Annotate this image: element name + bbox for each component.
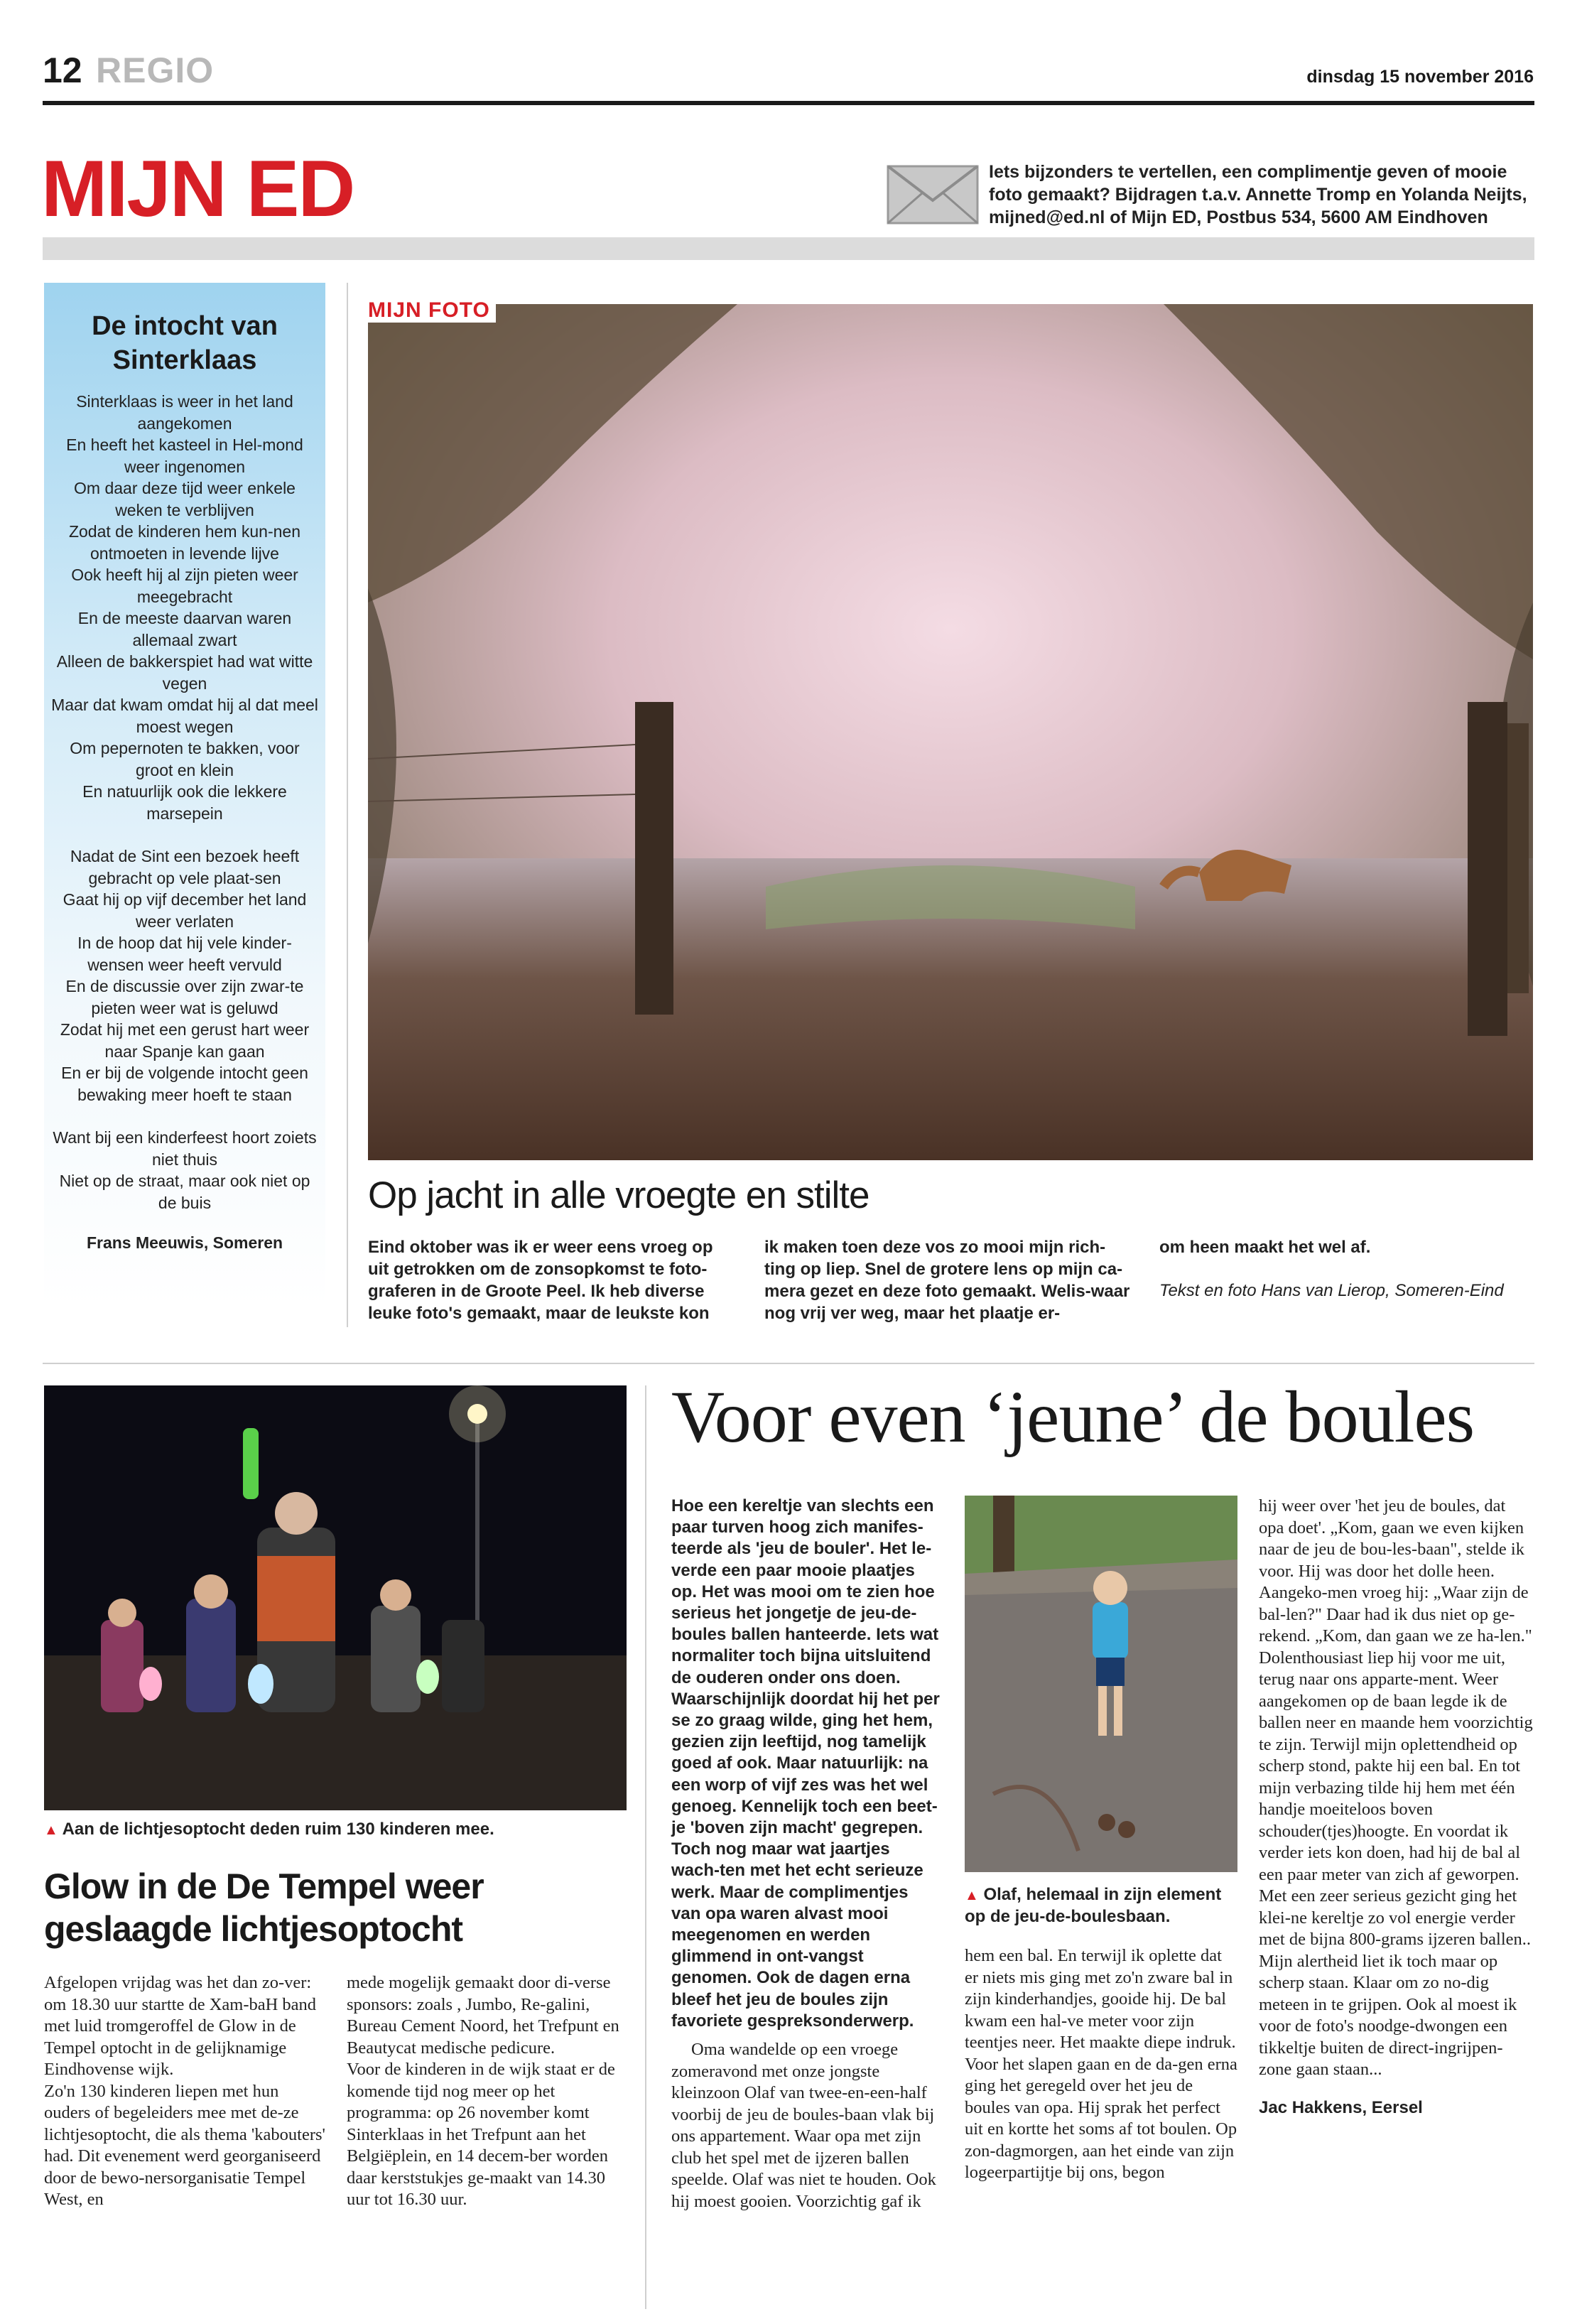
section-name: REGIO <box>96 50 215 90</box>
boules-author: Jac Hakkens, Eersel <box>1259 2097 1423 2117</box>
header-bar <box>43 237 1534 260</box>
poem-author: Frans Meeuwis, Someren <box>86 1233 283 1252</box>
contact-info: Iets bijzonders te vertellen, een complimentje geven of mooie foto gemaakt? Bijdragen t.a.v. Annette Tromp en Yolanda Neijts, mijned@ed.nl of Mijn ED, Postbus 534, 5600 AM Eindhoven <box>989 162 1527 227</box>
photo-text-end: om heen maakt het wel af. <box>1159 1238 1371 1257</box>
boules-text-col2: hem een bal. En terwijl ik oplette dat er niets mis ging met zo'n zware bal in zijn kinderhandjes, gooide hij. De bal kwam een hal-ve meter voor zijn teentjes neer. Het maakte diepe indruk. Voor het slapen gaan en de da-gen erna ging het geregeld over het jeu de boules van opa. Hij sprak het perfect uit en kortte het soms af tot boulen. Op zon-dagmorgen, aan het einde van zijn logeerpartijtje bij ons, begon <box>965 1946 1237 2182</box>
boules-photo <box>965 1496 1237 1872</box>
boules-caption <box>965 1884 1237 1928</box>
photo-section-label: MIJN FOTO <box>368 298 496 323</box>
poem-body <box>50 391 320 1254</box>
fox-photo <box>368 304 1533 1160</box>
parade-caption <box>44 1819 627 1841</box>
photo-text-col1: Eind oktober was ik er weer eens vroeg op uit getrokken om de zonsopkomst te foto-graferen in de Groote Peel. Ik heb diverse leuke foto's gemaakt, maar de leukste kon <box>368 1238 713 1323</box>
boules-caption-text: Olaf, helemaal in zijn element op de jeu-de-boulesbaan. <box>965 1885 1222 1926</box>
poem-stanza: Want bij een kinderfeest hoort zoiets niet thuis Niet op de straat, maar ook niet op de buis <box>53 1128 317 1212</box>
boules-intro: Hoe een kereltje van slechts een paar turven hoog zich manifes-teerde als 'jeu de bouler'. Het le-verde een paar mooie plaatjes op. Het was mooi om te zien hoe serieus het jongetje de jeu-de-boules ballen hanteerde. Iets wat normaliter toch bijna uitsluitend de ouderen onder ons doen. Waarschijnlijk doordat hij het per se zo graag wilde, ging het hem, gezien zijn leeftijd, nog tamelijk goed af ook. Maar natuurlijk: na een worp of vijf zes was het wel genoeg. Kennelijk toch een beet-je 'boven zijn macht' gegrepen. Toch nog maar wat jaartjes wach-ten met het echt serieuze werk. Maar de complimentjes van opa waren alvast mooi meegenomen en werden glimmend in ont-vangst genomen. Ook de dagen erna bleef het jeu de boules zijn favoriete gespreksonderwerp. <box>671 1496 940 2031</box>
photo-text-col2: ik maken toen deze vos zo mooi mijn rich-ting op liep. Snel de grotere lens op mijn ca-mera gezet en deze foto gemaakt. Welis-waar nog vrij ver weg, maar het plaatje er- <box>764 1238 1130 1323</box>
page-number: 12 <box>43 50 82 90</box>
caption-triangle-icon: ▲ <box>965 1888 979 1903</box>
photo-text-col3 <box>1159 1236 1529 1302</box>
column-divider <box>347 283 348 1327</box>
header-rule <box>43 101 1534 105</box>
envelope-icon <box>887 165 979 225</box>
parade-caption-text: Aan de lichtjesoptocht deden ruim 130 kinderen mee. <box>62 1820 494 1839</box>
glow-headline: Glow in de De Tempel weer geslaagde lichtjesoptocht <box>44 1866 484 1949</box>
poem-title: De intocht van Sinterklaas <box>92 311 278 375</box>
photo-credit: Tekst en foto Hans van Lierop, Someren-Eind <box>1159 1281 1504 1300</box>
boules-text-col1: Oma wandelde op een vroege zomeravond met onze jongste kleinzoon Olaf van twee-en-een-half voorbij de jeu de boules-baan vlak bij ons appartement. Waar opa met zijn club het spel met de ijzeren ballen speelde. Olaf was niet te houden. Ook hij moest gooien. Voorzichtig gaf ik <box>671 2040 936 2211</box>
boules-text-col3 <box>1259 1496 1534 2118</box>
photo-headline: Op jacht in alle vroegte en stilte <box>368 1174 869 1216</box>
page-title: MIJN ED <box>41 144 354 233</box>
caption-triangle-icon: ▲ <box>44 1822 58 1838</box>
boules-headline: Voor even ‘jeune’ de boules <box>671 1376 1475 1458</box>
section-divider <box>43 1363 1534 1364</box>
issue-date: dinsdag 15 november 2016 <box>1306 67 1534 87</box>
column-divider <box>645 1385 646 2309</box>
glow-text-col1: Afgelopen vrijdag was het dan zo-ver: om 18.30 uur startte de Xam-baH band met luid tromgeroffel de Glow in de Tempel optocht in de gelijknamige Eindhovense wijk. Zo'n 130 kinderen liepen met hun ouders of begeleiders mee met de-ze lichtjesoptocht, die als thema 'kabouters' had. Dit evenement werd georganiseerd door de bewo-nersorganisatie Tempel West, en <box>44 1973 325 2209</box>
glow-text-col2: mede mogelijk gemaakt door di-verse sponsors: zoals , Jumbo, Re-galini, Bureau Cement Noord, het Trefpunt en Beautycat medische pedicure. Voor de kinderen in de wijk staat er de komende tijd nog meer op het programma: op 26 november komt Sinterklaas in het Trefpunt aan het Belgiëplein, en 14 decem-ber worden daar kerststukjes ge-maakt van 14.30 uur tot 16.30 uur. <box>347 1973 619 2209</box>
poem-stanza: Nadat de Sint een bezoek heeft gebracht op vele plaat-sen Gaat hij op vijf december het land weer verlaten In de hoop dat hij vele kinder-wensen weer heeft vervuld En de discussie over zijn zwar-te pieten weer wat is geluwd Zodat hij met een gerust hart weer naar Spanje kan gaan En er bij de volgende intocht geen bewaking meer hoeft te staan <box>60 847 310 1104</box>
lantern-parade-photo <box>44 1385 627 1810</box>
poem-stanza: Sinterklaas is weer in het land aangekomen En heeft het kasteel in Hel-mond weer ingenomen Om daar deze tijd weer enkele weken te verblijven Zodat de kinderen hem kun-nen ontmoeten in levende lijve Ook heeft hij al zijn pieten weer meegebracht En de meeste daarvan waren allemaal zwart Alleen de bakkerspiet had wat witte vegen Maar dat kwam omdat hij al dat meel moest wegen Om pepernoten te bakken, voor groot en klein En natuurlijk ook die lekkere marsepein <box>51 392 318 823</box>
boules-text-col3-body: hij weer over 'het jeu de boules, dat opa doet'. „Kom, gaan we even kijken naar de jeu de bou-les-baan", stelde ik voor. Hij was door het dolle heen. Aangeko-men vroeg hij: „Waar zijn de bal-len?" Daar had ik dus niet op ge-rekend. „Kom, dan gaan we ze ha-len." Dolenthousiast liep hij voor me uit, terug naar ons apparte-ment. Weer aangekomen op de baan legde ik de ballen neer en maande hem voorzichtig te zijn. Terwijl mijn oplettendheid op scherp stond, pakte hij een bal. En tot mijn verbazing tilde hij hem met één handje moeiteloos boven schouder(tjes)hoogte. En voordat ik verder iets kon doen, had hij de bal al een paar meter van zich af geworpen. Met een zeer serieus gezicht ging het klei-ne kereltje zo vol energie verder met de bijna 800-grams ijzeren ballen.. Mijn alertheid liet ik toch maar op scherp staan. Klaar om zo no-dig meteen in te grijpen. Ook al moest ik voor de foto's noodge-dwongen een tikkeltje buiten de direct-ingrijpen-zone gaan staan... <box>1259 1496 1533 2079</box>
